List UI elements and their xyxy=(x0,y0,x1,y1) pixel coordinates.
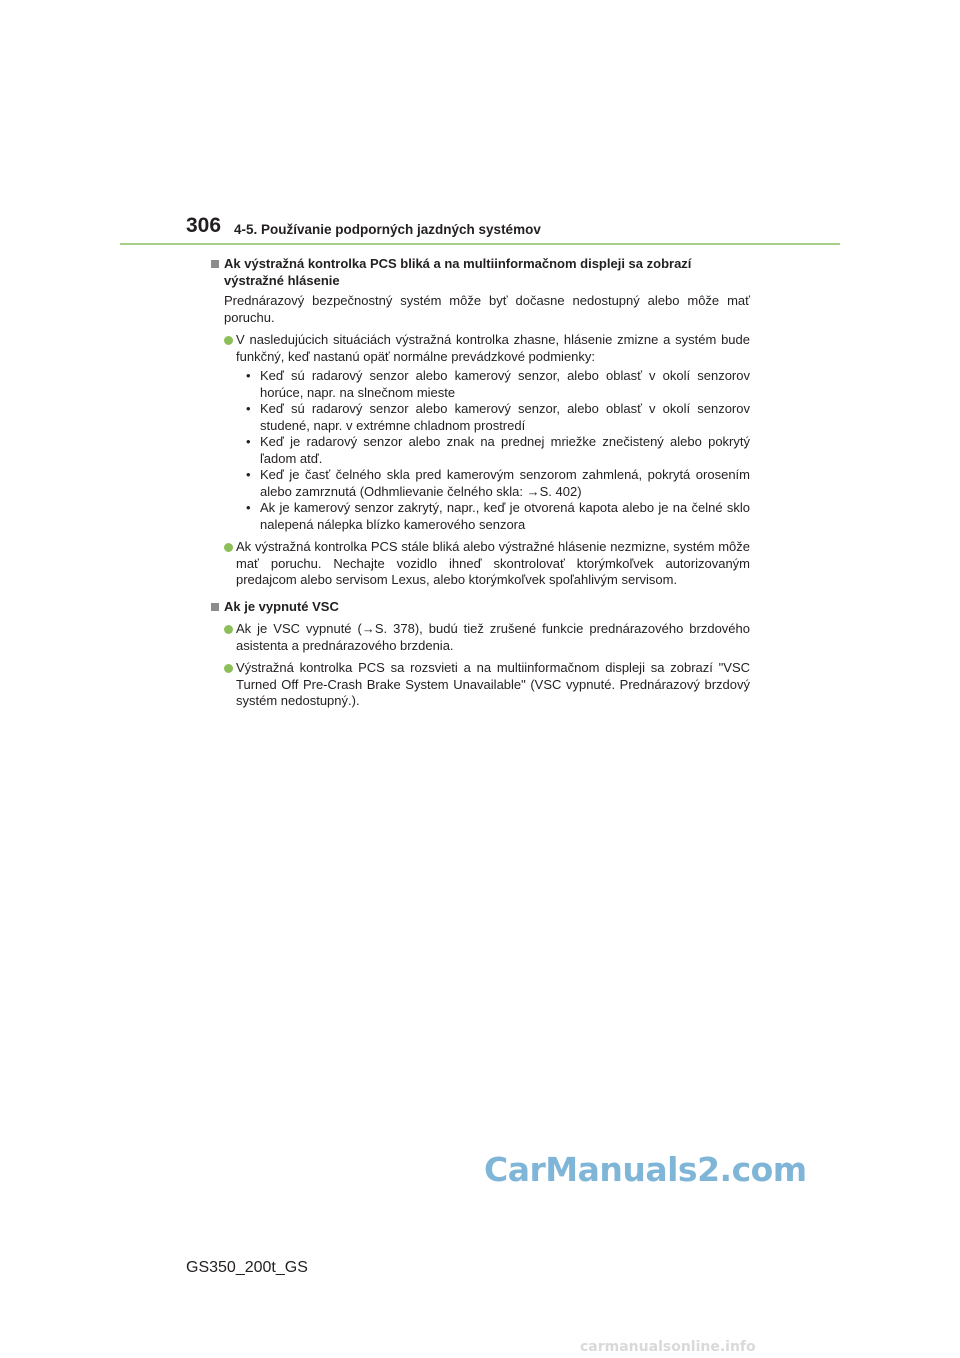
list-item xyxy=(224,660,750,710)
circle-bullet-icon xyxy=(224,336,233,345)
bullet-text: V nasledujúcich situáciách výstražná kontrolka zhasne, hlásenie zmizne a systém bude funkčný, keď nastanú opäť normálne prevádzkové podmienky: xyxy=(236,332,750,364)
bullet-text: Ak je VSC vypnuté (→S. 378), budú tiež zrušené funkcie prednárazového brzdového asistenta a prednárazového brzdenia. xyxy=(236,621,750,653)
sub-list-item: • Keď je radarový senzor alebo znak na prednej mriežke znečistený alebo pokrytý ľadom atď. xyxy=(246,434,750,466)
list-item xyxy=(224,539,750,589)
page-number: 306 xyxy=(186,214,222,237)
sub-list-item: • Keď sú radarový senzor alebo kamerový senzor, alebo oblasť v okolí senzorov studené, napr. v extrémne chladnom prostredí xyxy=(246,401,750,433)
sub-list-item: • Ak je kamerový senzor zakrytý, napr., keď je otvorená kapota alebo je na čelné sklo nalepená nálepka blízko kamerového senzora xyxy=(246,500,750,532)
section-vsc-off xyxy=(210,599,750,710)
section-title: Ak výstražná kontrolka PCS bliká a na multiinformačnom displeji sa zobrazí výstražné hlásenie xyxy=(224,256,692,288)
dot-mark-icon: • xyxy=(246,467,251,482)
section-body: Prednárazový bezpečnostný systém môže byť dočasne nedostupný alebo môže mať poruchu. xyxy=(224,293,750,325)
list-item xyxy=(224,332,750,533)
sub-list-item: • Keď je časť čelného skla pred kamerovým senzorom zahmlená, pokrytá orosením alebo zamrznutá (Odhmlievanie čelného skla: →S. 402) xyxy=(246,467,750,499)
sub-list-item: • Keď sú radarový senzor alebo kamerový senzor, alebo oblasť v okolí senzorov horúce, napr. na slnečnom mieste xyxy=(246,368,750,400)
dot-mark-icon: • xyxy=(246,401,251,416)
chapter-title: 4-5. Používanie podporných jazdných systémov xyxy=(234,222,541,237)
watermark-logo: CarManuals2.com xyxy=(484,1150,807,1189)
bullet-text: Ak výstražná kontrolka PCS stále bliká alebo výstražné hlásenie nezmizne, systém môže mať poruchu. Nechajte vozidlo ihneď skontrolovať ktorýmkoľvek autorizovaným predajcom alebo servisom Lexus, alebo ktorýmkoľvek spoľahlivým servisom. xyxy=(236,539,750,587)
square-bullet-icon xyxy=(211,603,219,611)
header-rule xyxy=(120,243,840,245)
dot-mark-icon: • xyxy=(246,500,251,515)
circle-bullet-icon xyxy=(224,625,233,634)
square-bullet-icon xyxy=(211,260,219,268)
circle-bullet-icon xyxy=(224,543,233,552)
dot-mark-icon: • xyxy=(246,434,251,449)
circle-bullet-icon xyxy=(224,664,233,673)
list-item xyxy=(224,621,750,654)
bullet-text: Výstražná kontrolka PCS sa rozsvieti a na multiinformačnom displeji sa zobrazí "VSC Turned Off Pre-Crash Brake System Unavailable" (VSC vypnuté. Prednárazový brzdový systém nedostupný.). xyxy=(236,660,750,708)
content-body xyxy=(210,256,750,716)
watermark-footer: carmanualsonline.info xyxy=(580,1339,756,1355)
sub-list xyxy=(236,368,750,533)
section-pcs-warning xyxy=(210,256,750,589)
model-code: GS350_200t_GS xyxy=(186,1259,308,1276)
dot-mark-icon: • xyxy=(246,368,251,383)
section-title: Ak je vypnuté VSC xyxy=(224,598,339,614)
